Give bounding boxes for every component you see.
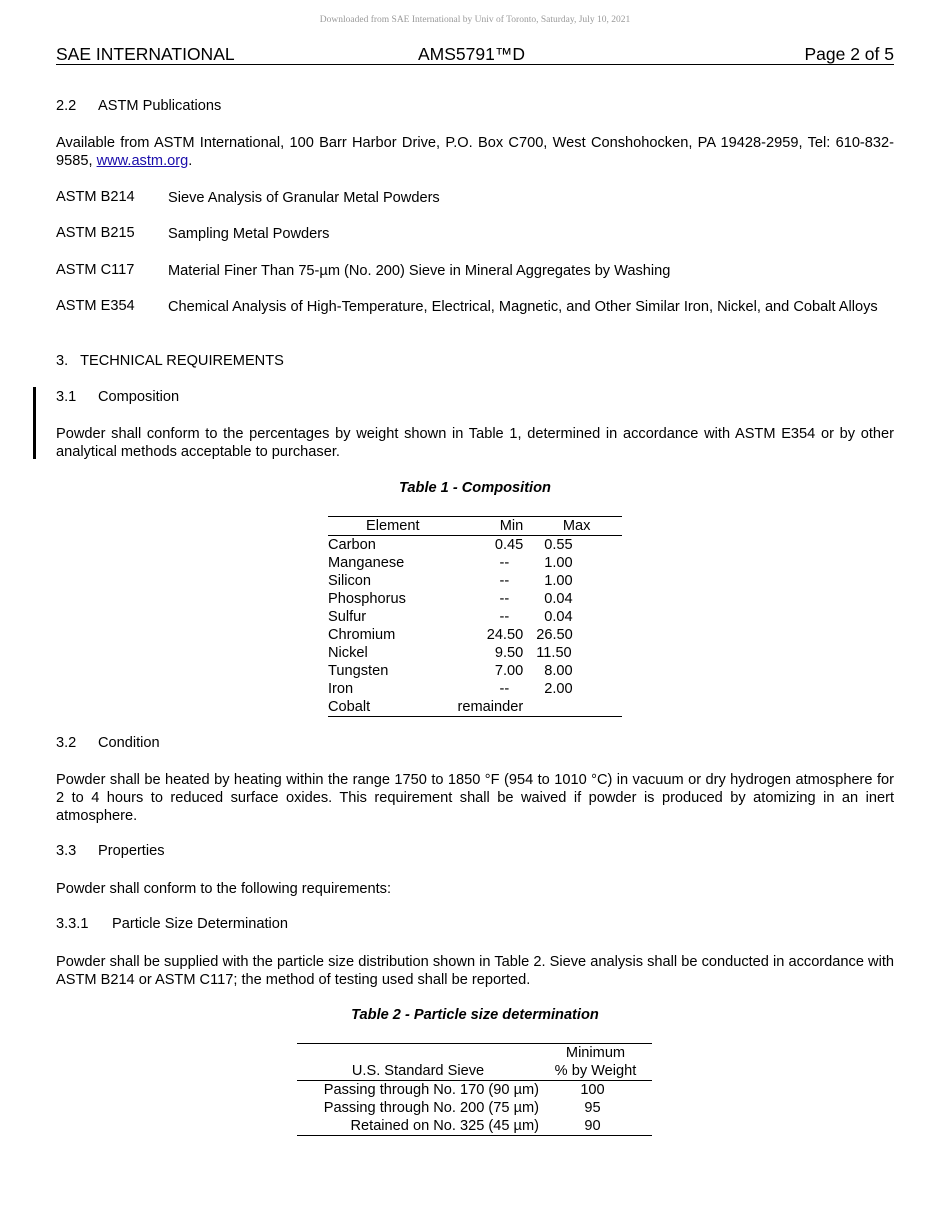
section-title: Condition	[98, 735, 160, 751]
min-cell: --	[499, 591, 510, 607]
table-row	[328, 572, 622, 590]
table-row	[328, 554, 622, 572]
element-cell: Sulfur	[328, 609, 367, 625]
section-title: Composition	[98, 389, 180, 405]
sieve-cell: Passing through No. 200 (75 µm)	[323, 1100, 539, 1116]
table-2-caption: Table 2 - Particle size determination	[351, 1007, 599, 1023]
section-title: ASTM Publications	[98, 98, 222, 114]
table-row	[297, 1081, 652, 1100]
min-cell: --	[499, 609, 510, 625]
condition-paragraph: Powder shall be heated by heating within the range 1750 to 1850 °F (954 to 1010 °C) in vacuum or dry hydrogen atmosphere for 2 to 4 hours to reduced surface oxides. This requirement shall be waived if powder is produced by atomizing in an inert atmosphere.	[56, 772, 894, 824]
column-header: Element	[328, 517, 458, 536]
composition-table	[328, 516, 622, 717]
table-row	[328, 590, 622, 608]
table-row	[328, 536, 622, 555]
table-row	[328, 608, 622, 626]
table-row	[297, 1117, 652, 1136]
section-number: 3.3	[56, 843, 77, 859]
section-number: 3.2	[56, 735, 77, 751]
table-row	[328, 698, 622, 717]
table-header-row	[297, 1044, 652, 1081]
min-cell: --	[499, 681, 510, 697]
reference-code: ASTM B214	[56, 189, 135, 205]
min-cell: 24.50	[486, 627, 524, 643]
header-doc-number: AMS5791™D	[418, 44, 525, 64]
table-row	[328, 644, 622, 662]
element-cell: Nickel	[328, 645, 368, 661]
table-row	[328, 680, 622, 698]
table-header-row	[328, 517, 622, 536]
max-cell: 0.04	[544, 591, 573, 607]
section-number: 2.2	[56, 98, 77, 114]
table-row	[328, 626, 622, 644]
element-cell: Phosphorus	[328, 591, 406, 607]
table-row	[328, 662, 622, 680]
weight-cell: 95	[584, 1100, 601, 1116]
max-cell: 1.00	[544, 573, 573, 589]
reference-code: ASTM B215	[56, 225, 135, 241]
reference-code: ASTM E354	[56, 298, 135, 314]
max-cell: 8.00	[544, 663, 573, 679]
properties-paragraph: Powder shall conform to the following requirements:	[56, 881, 392, 897]
max-cell	[523, 698, 622, 717]
header-page-number: Page 2 of 5	[804, 44, 894, 64]
sieve-cell: Retained on No. 325 (45 µm)	[350, 1118, 539, 1134]
reference-entry	[0, 225, 950, 243]
table-row	[297, 1099, 652, 1117]
reference-code: ASTM C117	[56, 262, 135, 278]
column-header: Min	[458, 517, 524, 536]
min-cell: 0.45	[494, 537, 524, 553]
availability-paragraph	[56, 134, 894, 170]
element-cell: Silicon	[328, 573, 371, 589]
availability-text: Available from ASTM International, 100 Barr Harbor Drive, P.O. Box C700, West Conshohocken, PA 19428-2959, Tel: 610-832-9585,	[56, 135, 894, 169]
download-notice: Downloaded from SAE International by Univ of Toronto, Saturday, July 10, 2021	[319, 15, 631, 25]
element-cell: Manganese	[328, 555, 405, 571]
section-title: Particle Size Determination	[112, 916, 289, 932]
column-header	[539, 1044, 652, 1081]
weight-cell: 90	[584, 1118, 601, 1134]
element-cell: Chromium	[328, 627, 396, 643]
element-cell: Tungsten	[328, 663, 389, 679]
column-header: Max	[523, 517, 622, 536]
particle-size-table	[297, 1043, 652, 1136]
min-cell: --	[499, 555, 510, 571]
page-header	[56, 44, 894, 65]
table-1-caption: Table 1 - Composition	[399, 480, 551, 496]
revision-bar	[33, 387, 36, 459]
availability-end: .	[188, 153, 193, 169]
min-cell: 9.50	[494, 645, 524, 661]
astm-website-link[interactable]: www.astm.org	[96, 153, 189, 169]
particle-size-paragraph: Powder shall be supplied with the particle size distribution shown in Table 2. Sieve analysis shall be conducted in accordance with ASTM B214 or ASTM C117; the method of testing used shall be reported.	[56, 954, 894, 988]
weight-cell: 100	[580, 1082, 605, 1098]
max-cell: 0.55	[544, 537, 573, 553]
reference-description: Material Finer Than 75-µm (No. 200) Sieve in Mineral Aggregates by Washing	[168, 263, 671, 279]
min-cell: 7.00	[494, 663, 524, 679]
element-cell: Iron	[328, 681, 354, 697]
reference-entry	[0, 189, 950, 207]
reference-entry	[0, 262, 950, 280]
composition-paragraph: Powder shall conform to the percentages by weight shown in Table 1, determined in accordance with ASTM E354 or by other analytical methods acceptable to purchaser.	[56, 426, 894, 460]
section-number: 3.3.1	[56, 916, 89, 932]
section-number: 3.1	[56, 389, 77, 405]
element-cell: Carbon	[328, 537, 376, 553]
section-title: Properties	[98, 843, 165, 859]
max-cell: 1.00	[544, 555, 573, 571]
min-cell: remainder	[457, 699, 524, 715]
column-header-line: Minimum	[565, 1045, 626, 1061]
column-header: U.S. Standard Sieve	[297, 1044, 539, 1081]
max-cell: 2.00	[544, 681, 573, 697]
reference-description: Sieve Analysis of Granular Metal Powders	[168, 190, 440, 206]
section-3-heading: 3. TECHNICAL REQUIREMENTS	[56, 353, 284, 369]
element-cell: Cobalt	[328, 699, 371, 715]
max-cell: 0.04	[544, 609, 573, 625]
column-header-line: % by Weight	[554, 1063, 637, 1079]
max-cell: 26.50	[536, 627, 573, 643]
max-cell: 11.50	[536, 645, 572, 661]
sieve-cell: Passing through No. 170 (90 µm)	[323, 1082, 539, 1098]
reference-entry	[0, 298, 950, 334]
min-cell: --	[499, 573, 510, 589]
reference-description: Sampling Metal Powders	[168, 226, 330, 242]
reference-description: Chemical Analysis of High-Temperature, Electrical, Magnetic, and Other Similar Iron, Nickel, and Cobalt Alloys	[168, 299, 878, 315]
header-publisher: SAE INTERNATIONAL	[56, 44, 235, 64]
